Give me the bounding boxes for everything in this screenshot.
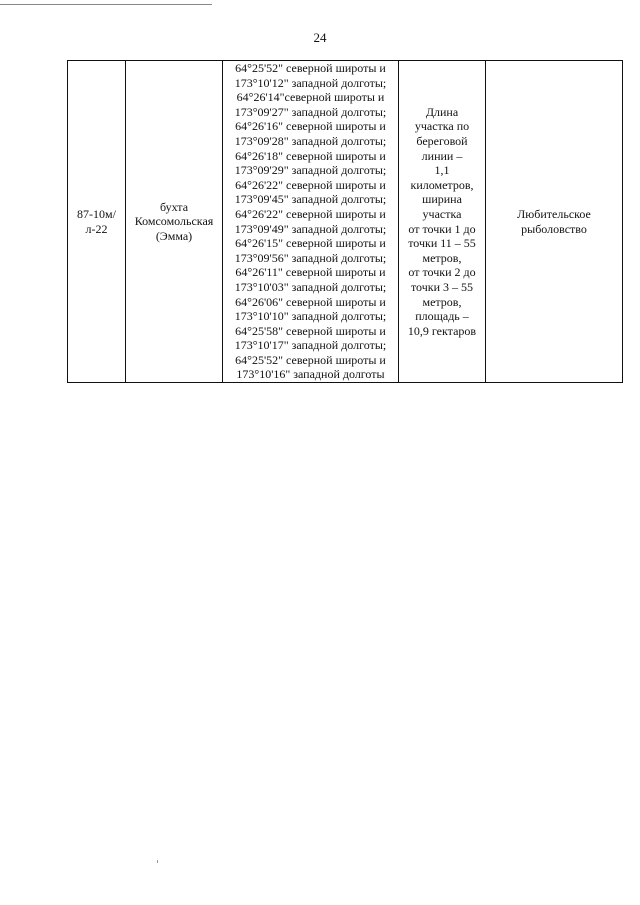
coordinate-line: 173°09'28" западной долготы; [234,133,387,148]
fishing-plots-table [67,60,623,383]
plot-size-line: Длина [425,104,459,119]
plot-number-line: л-22 [85,221,108,236]
plot-size-line: метров, [422,250,462,265]
plot-size-line: метров, [422,294,462,309]
plot-size-line: 10,9 гектаров [407,323,477,338]
coordinate-line: 64°26'11" северной широты и [235,265,386,280]
coordinate-line: 64°26'06" северной широты и [235,294,386,309]
coordinate-line: 64°26'16" северной широты и [235,119,386,134]
table-row [68,61,623,383]
purpose-line: рыболовство [521,221,587,236]
coordinate-line: 173°10'10" западной долготы; [234,309,387,324]
plot-size-cell [399,61,486,383]
coordinate-line: 64°26'18" северной широты и [235,148,386,163]
header-rule [0,4,212,5]
coordinate-line: 64°26'22" северной широты и [235,177,386,192]
coordinate-line: 64°26'22" северной широты и [235,206,386,221]
coordinate-line: 173°10'17" западной долготы; [234,338,387,353]
plot-name-line: (Эмма) [155,228,193,243]
scan-speck [157,860,158,863]
coordinate-line: 173°09'27" западной долготы; [234,104,387,119]
page-number: 24 [313,30,327,45]
plot-size-line: линии – [421,148,463,163]
coordinate-line: 173°10'16" западной долготы [236,367,385,382]
coordinates-cell [223,61,399,383]
plot-size-line: площадь – [415,309,469,324]
coordinate-line: 173°09'56" западной долготы; [234,250,387,265]
plot-size-line: от точки 2 до [408,265,476,280]
coordinate-line: 173°09'49" западной долготы; [234,221,387,236]
coordinate-line: 64°26'15" северной широты и [235,236,386,251]
coordinate-line: 173°09'29" западной долготы; [234,163,387,178]
coordinate-line: 64°26'14"северной широты и [236,90,385,105]
plot-name-line: Комсомольская [134,214,214,229]
plot-size-line: ширина [422,192,462,207]
plot-name-cell [126,61,223,383]
coordinate-line: 64°25'58" северной широты и [235,323,386,338]
plot-size-line: участка [422,206,462,221]
plot-size-line: от точки 1 до [408,221,476,236]
coordinate-line: 173°09'45" западной долготы; [234,192,387,207]
coordinate-line: 64°25'52" северной широты и [235,352,386,367]
purpose-line: Любительское [517,206,591,221]
plot-size-line: береговой [416,133,468,148]
coordinate-line: 64°25'52" северной широты и [235,61,386,75]
plot-size-line: точки 3 – 55 [410,279,474,294]
coordinate-line: 173°10'12" западной долготы; [234,75,387,90]
plot-number-cell [68,61,126,383]
plot-name-line: бухта [159,199,189,214]
plot-number-line: 87-10м/ [77,206,116,221]
plot-size-line: километров, [410,177,474,192]
plot-size-line: точки 11 – 55 [408,236,476,251]
plot-size-line: 1,1 [434,163,450,178]
plot-size-line: участка по [414,119,470,134]
coordinate-line: 173°10'03" западной долготы; [234,279,387,294]
purpose-cell [486,61,623,383]
